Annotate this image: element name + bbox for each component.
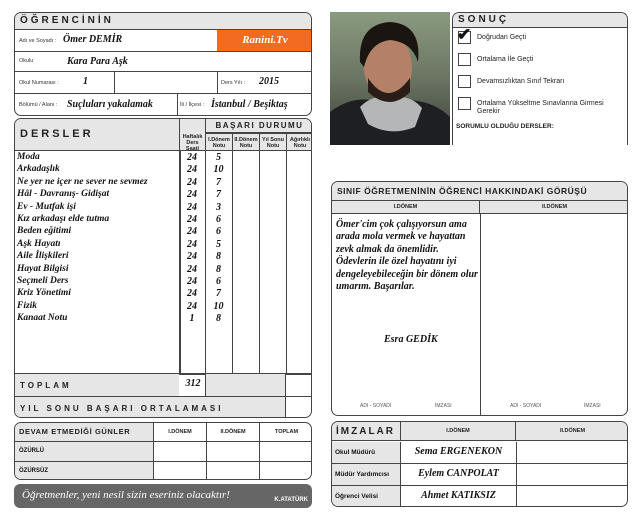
term1-grade: 8 xyxy=(216,313,221,325)
student-title: ÖĞRENCİNİN xyxy=(15,13,311,30)
signature-row xyxy=(332,464,628,486)
signature-row xyxy=(332,442,628,464)
weekly-hours: 24 xyxy=(187,263,197,275)
subject-name: Kanaat Notu xyxy=(17,313,68,324)
department: Suçluları yakalamak xyxy=(67,99,153,110)
student-info-panel xyxy=(14,12,312,116)
total-label: TOPLAM xyxy=(15,374,179,396)
number-label: Okul Numarası : xyxy=(19,80,59,86)
attendance-cell xyxy=(259,462,312,481)
term1-grade: 6 xyxy=(216,276,221,287)
dept-label: Bölümü / Alanı : xyxy=(19,102,58,108)
signature-name: Ahmet KATIKSIZ xyxy=(421,490,496,501)
teacher-opinion-panel xyxy=(331,181,628,416)
term1-grade: 10 xyxy=(213,300,224,312)
grade-row xyxy=(15,276,312,288)
opinion-text: Ömer'cim çok çalışıyorsun ama arada mola vermek ve hayattan zevk almak da önemlidir. Ödevlerin ile özel hayatını iyi dengeleyebileceğin bir dönem olur umarım. Başarılar. xyxy=(336,219,478,293)
weekly-hours: 24 xyxy=(187,276,197,287)
grade-column-header: Yıl Sonu Notu xyxy=(259,133,286,151)
year-label: Ders Yılı : xyxy=(221,80,246,86)
term1-grade: 8 xyxy=(216,251,221,263)
term1-grade: 5 xyxy=(216,238,221,250)
attendance-title: DEVAM ETMEDİĞİ GÜNLER xyxy=(15,423,153,442)
grade-row xyxy=(15,226,312,238)
school-row xyxy=(15,52,311,72)
weekly-hours: 24 xyxy=(187,300,197,312)
weekly-hours: 24 xyxy=(187,238,197,250)
term1-grade: 10 xyxy=(213,164,224,176)
grade-row xyxy=(15,313,312,325)
signature-name: Sema ERGENEKON xyxy=(414,446,503,457)
subject-name: Fizik xyxy=(17,300,38,311)
subject-name: Ne yer ne içer ne sever ne sevmez xyxy=(17,176,148,187)
grade-row xyxy=(15,164,312,176)
term1-sign-label: İMZASI xyxy=(435,403,452,409)
term2-name-label: ADI - SOYADI xyxy=(510,403,542,409)
quote-banner xyxy=(14,484,312,508)
weekly-hours: 24 xyxy=(187,176,197,188)
status-title: BAŞARI DURUMU xyxy=(205,119,312,133)
grade-column-header: II.Dönem Notu xyxy=(232,133,259,151)
grades-panel xyxy=(14,118,312,418)
quote-text: Öğretmenler, yeni nesil sizin eseriniz olacaktır! xyxy=(22,489,230,501)
weekly-hours: 24 xyxy=(187,251,197,263)
grade-row xyxy=(15,301,312,313)
student-name: Ömer DEMİR xyxy=(63,34,123,45)
subject-name: Hayat Bilgisi xyxy=(17,263,69,274)
responsible-label: SORUMLU OLDUĞU DERSLER: xyxy=(456,123,554,130)
grade-row xyxy=(15,288,312,300)
teacher-name: Esra GEDİK xyxy=(384,334,438,345)
term1-name-label: ADI - SOYADI xyxy=(360,403,392,409)
attendance-column-header: II.DÖNEM xyxy=(206,423,259,442)
result-panel xyxy=(452,12,628,145)
subject-name: Seçmeli Ders xyxy=(17,276,69,286)
result-checkbox[interactable] xyxy=(458,75,471,88)
average-label: YIL SONU BAŞARI ORTALAMASI xyxy=(15,397,286,418)
subject-name: Arkadaşlık xyxy=(17,164,60,175)
attendance-row-label: ÖZÜRLÜ xyxy=(15,442,153,462)
signatures-term1-header: I.DÖNEM xyxy=(401,422,516,441)
number-row xyxy=(15,72,311,94)
subject-name: Beden eğitimi xyxy=(17,226,72,237)
attendance-cell xyxy=(206,442,259,462)
quote-author: K.ATATÜRK xyxy=(274,497,308,503)
term1-grade: 5 xyxy=(216,152,221,163)
result-checkbox[interactable] xyxy=(458,53,471,66)
signature-row xyxy=(332,486,628,507)
result-title: SONUÇ xyxy=(453,13,627,28)
city-label: İli / İlçesi : xyxy=(180,102,205,108)
signature-role: Okul Müdürü xyxy=(332,442,401,463)
grade-column-header: I.Dönem Notu xyxy=(205,133,232,151)
attendance-cell xyxy=(206,462,259,481)
signature-name: Eylem CANPOLAT xyxy=(418,468,499,479)
total-value: 312 xyxy=(185,378,201,389)
result-option-label: Doğrudan Geçti xyxy=(477,34,527,41)
signatures-title: İMZALAR xyxy=(332,422,401,441)
weekly-hours: 24 xyxy=(187,226,197,238)
attendance-cell xyxy=(153,462,206,481)
subject-name: Moda xyxy=(17,152,40,162)
opinion-term1-header: I.DÖNEM xyxy=(332,201,480,214)
name-row xyxy=(15,30,311,52)
grade-row xyxy=(15,214,312,226)
result-option-label: Ortalama Yükseltme Sınavlarına Girmesi Gerekir xyxy=(477,100,604,115)
term1-grade: 6 xyxy=(216,226,221,238)
term1-grade: 3 xyxy=(216,201,221,213)
weekly-hours: 24 xyxy=(187,201,197,213)
result-checkbox[interactable] xyxy=(458,97,471,110)
attendance-row-label: ÖZÜRSÜZ xyxy=(15,462,153,481)
weekly-hours: 24 xyxy=(187,288,197,300)
subject-name: Aşk Hayatı xyxy=(17,238,61,249)
opinion-term2-header: II.DÖNEM xyxy=(480,201,628,214)
signature-role: Öğrenci Velisi xyxy=(332,486,401,507)
signature-role: Müdür Yardımcısı xyxy=(332,464,401,485)
term1-grade: 7 xyxy=(216,189,221,201)
school-name: Kara Para Aşk xyxy=(67,56,128,67)
weekly-hours: 1 xyxy=(189,313,195,325)
dept-row xyxy=(15,94,311,116)
grade-row xyxy=(15,251,312,263)
subject-name: Kız arkadaşı elde tutma xyxy=(17,214,110,224)
term1-grade: 7 xyxy=(216,176,221,188)
grades-title: DERSLER xyxy=(15,119,179,151)
checkmark-icon: ✔ xyxy=(457,25,472,44)
grade-row xyxy=(15,202,312,214)
term1-grade: 6 xyxy=(216,214,221,225)
grade-row xyxy=(15,239,312,251)
attendance-cell xyxy=(153,442,206,462)
city: İstanbul / Beşiktaş xyxy=(211,99,288,110)
term2-sign-label: İMZASI xyxy=(584,403,601,409)
grade-row xyxy=(15,152,312,164)
result-option-label: Devamsızlıktan Sınıf Tekrarı xyxy=(477,78,565,85)
opinion-title: SINIF ÖĞRETMENİNİN ÖĞRENCİ HAKKINDAKİ GÖRÜŞÜ xyxy=(332,182,627,201)
subject-name: Aile İlişkileri xyxy=(17,251,69,262)
attendance-column-header: TOPLAM xyxy=(259,423,312,442)
signatures-term2-header: II.DÖNEM xyxy=(516,422,628,441)
weekly-hours: 24 xyxy=(187,189,197,201)
grade-column-header: Haftalık Ders Saati xyxy=(179,131,205,151)
weekly-hours: 24 xyxy=(187,214,197,225)
name-label: Adı ve Soyadı : xyxy=(19,38,57,44)
attendance-panel xyxy=(14,422,312,480)
attendance-column-header: I.DÖNEM xyxy=(153,423,206,442)
student-number: 1 xyxy=(83,76,88,87)
subject-name: Ev - Mutfak işi xyxy=(17,201,76,212)
grade-column-header: Ağırlıklı Notu xyxy=(286,133,312,151)
attendance-cell xyxy=(259,442,312,462)
term1-grade: 7 xyxy=(216,288,221,300)
school-label: Okulu xyxy=(19,58,34,64)
school-year: 2015 xyxy=(259,76,279,87)
subject-name: Hâl - Davranış- Gidişat xyxy=(17,189,110,200)
grade-row xyxy=(15,189,312,201)
grade-row xyxy=(15,264,312,276)
brand-logo: Ranini.Tv xyxy=(217,30,312,51)
grade-row xyxy=(15,177,312,189)
student-photo xyxy=(330,12,450,145)
result-option-label: Ortalama İle Geçti xyxy=(477,56,534,63)
weekly-hours: 24 xyxy=(187,152,197,163)
weekly-hours: 24 xyxy=(187,164,197,176)
term1-grade: 8 xyxy=(216,263,221,275)
subject-name: Kriz Yönetimi xyxy=(17,288,71,299)
signatures-panel xyxy=(331,421,628,507)
